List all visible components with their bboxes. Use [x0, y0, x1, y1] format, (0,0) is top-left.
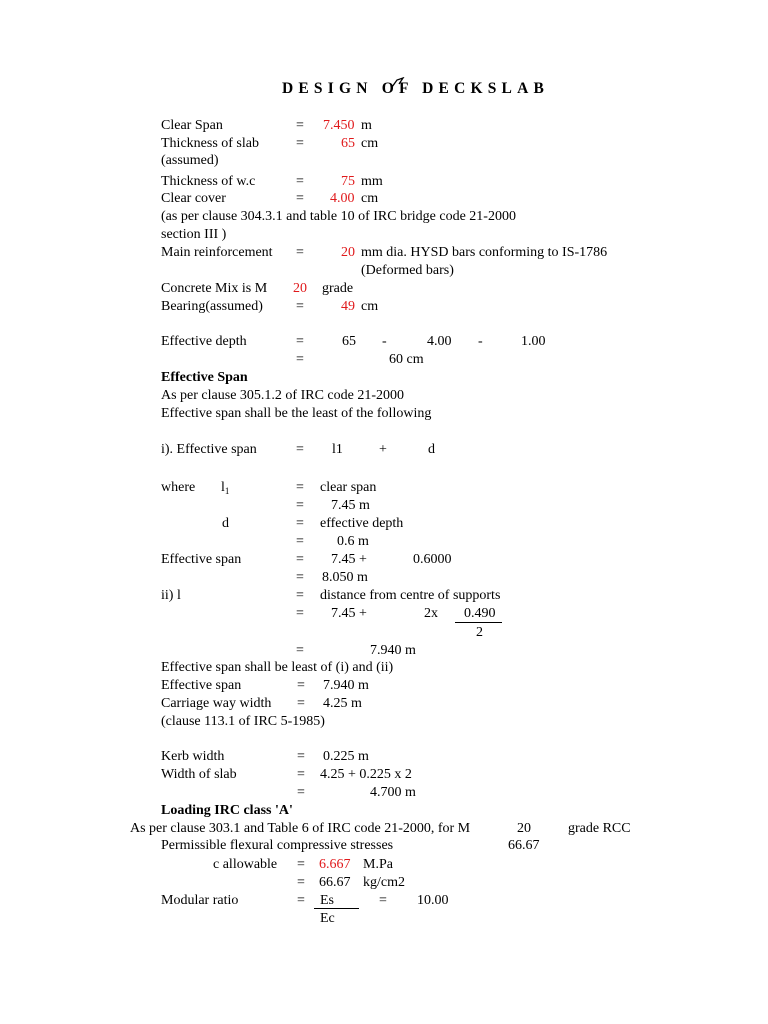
- slab-thickness-term: 65: [342, 334, 356, 349]
- modular-ratio-label: Modular ratio: [161, 893, 239, 908]
- thickness-slab-label: Thickness of slab: [161, 136, 259, 151]
- equals-sign: =: [296, 299, 304, 314]
- l1-term: l1: [332, 442, 343, 457]
- ec-denominator: Ec: [320, 911, 335, 926]
- equals-sign: =: [297, 696, 305, 711]
- bearing-value: 49: [341, 299, 355, 314]
- effective-span-heading: Effective Span: [161, 370, 248, 385]
- equals-sign: =: [297, 767, 305, 782]
- main-reinforcement-text: mm dia. HYSD bars conforming to IS-1786: [361, 245, 608, 260]
- effective-span-label: Effective span: [161, 552, 242, 567]
- equals-sign: =: [296, 480, 304, 495]
- clause-113-note: (clause 113.1 of IRC 5-1985): [161, 714, 325, 729]
- bar-term: 1.00: [521, 334, 546, 349]
- equals-sign: =: [296, 588, 304, 603]
- deformed-note: (Deformed bars): [361, 263, 454, 278]
- page-title: DESIGN OF DECKSLAB: [282, 80, 550, 97]
- ii-term-b: 2x: [424, 606, 438, 621]
- clear-cover-label: Clear cover: [161, 191, 226, 206]
- section-note: section III ): [161, 227, 227, 242]
- l1-symbol: $l_1$: [221, 480, 230, 496]
- fraction-line: [455, 622, 502, 623]
- equals-sign: =: [297, 857, 305, 872]
- ii-denominator: 2: [476, 625, 483, 640]
- equals-sign: =: [296, 245, 304, 260]
- grade-rcc-label: grade RCC: [568, 821, 631, 836]
- equals-sign: =: [296, 136, 304, 151]
- effective-span-final-label: Effective span: [161, 678, 242, 693]
- width-slab-expression: 4.25 + 0.225 x 2: [320, 767, 412, 782]
- unit: cm: [361, 299, 379, 314]
- unit: cm: [361, 191, 379, 206]
- clause-303-note: As per clause 303.1 and Table 6 of IRC code 21-2000, for M: [130, 821, 471, 836]
- least-following-note: Effective span shall be the least of the following: [161, 406, 432, 421]
- clause-305-note: As per clause 305.1.2 of IRC code 21-2000: [161, 388, 405, 403]
- d-symbol: d: [222, 516, 229, 531]
- distance-text: distance from centre of supports: [320, 588, 501, 603]
- unit: mm: [361, 174, 383, 189]
- equals-sign: =: [296, 442, 304, 457]
- permissible-stress-label: Permissible flexural compressive stresses: [161, 838, 394, 853]
- equals-sign: =: [296, 516, 304, 531]
- equals-sign: =: [296, 174, 304, 189]
- permissible-stress-value: 66.67: [508, 838, 540, 853]
- equals-sign: =: [296, 552, 304, 567]
- equals-sign: =: [296, 534, 304, 549]
- c-allowable-value: 6.667: [319, 857, 351, 872]
- thickness-slab-value: 65: [341, 136, 355, 151]
- minus-sign: -: [478, 334, 483, 349]
- equals-sign: =: [296, 191, 304, 206]
- plus-sign: +: [379, 442, 387, 457]
- least-i-ii-note: Effective span shall be least of (i) and (ii): [161, 660, 394, 675]
- es1-term-b: 0.6000: [413, 552, 452, 567]
- effective-depth-text: effective depth: [320, 516, 404, 531]
- equals-sign: =: [296, 118, 304, 133]
- effective-span-i-label: i). Effective span: [161, 442, 257, 457]
- width-slab-label: Width of slab: [161, 767, 237, 782]
- carriage-way-label: Carriage way width: [161, 696, 272, 711]
- ii-term-a: 7.45 +: [331, 606, 367, 621]
- effective-depth-result: 60 cm: [389, 352, 424, 367]
- es1-result: 8.050 m: [322, 570, 368, 585]
- es-numerator: Es: [320, 893, 334, 908]
- equals-sign: =: [296, 606, 304, 621]
- es1-term-a: 7.45 +: [331, 552, 367, 567]
- clear-span-value: 7.450: [323, 118, 355, 133]
- l1-value: 7.45 m: [331, 498, 370, 513]
- equals-sign: =: [379, 893, 387, 908]
- unit: cm: [361, 136, 379, 151]
- minus-sign: -: [382, 334, 387, 349]
- thickness-wc-label: Thickness of w.c: [161, 174, 256, 189]
- clear-cover-value: 4.00: [330, 191, 355, 206]
- ii-result: 7.940 m: [370, 643, 416, 658]
- kerb-width-value: 0.225 m: [323, 749, 369, 764]
- equals-sign: =: [296, 334, 304, 349]
- effective-span-final-value: 7.940 m: [323, 678, 369, 693]
- equals-sign: =: [297, 678, 305, 693]
- d-term: d: [428, 442, 435, 457]
- clear-span-text: clear span: [320, 480, 377, 495]
- cover-term: 4.00: [427, 334, 452, 349]
- thickness-wc-value: 75: [341, 174, 355, 189]
- loading-heading: Loading IRC class 'A': [161, 803, 293, 818]
- c-allowable-unit: M.Pa: [363, 857, 393, 872]
- clear-span-label: Clear Span: [161, 118, 223, 133]
- main-reinforcement-label: Main reinforcement: [161, 245, 273, 260]
- equals-sign: =: [297, 749, 305, 764]
- carriage-way-value: 4.25 m: [323, 696, 362, 711]
- equals-sign: =: [296, 570, 304, 585]
- clause-note: (as per clause 304.3.1 and table 10 of IRC bridge code 21-2000: [161, 209, 516, 224]
- equals-sign: =: [297, 785, 305, 800]
- equals-sign: =: [297, 875, 305, 890]
- kerb-width-label: Kerb width: [161, 749, 225, 764]
- c-allowable-label: c allowable: [213, 857, 278, 872]
- equals-sign: =: [296, 352, 304, 367]
- grade-label: grade: [322, 281, 354, 296]
- unit: m: [361, 118, 372, 133]
- bearing-label: Bearing(assumed): [161, 299, 263, 314]
- kg-unit: kg/cm2: [363, 875, 405, 890]
- m-grade-value: 20: [517, 821, 531, 836]
- concrete-mix-label: Concrete Mix is M: [161, 281, 268, 296]
- d-value: 0.6 m: [337, 534, 369, 549]
- width-slab-result: 4.700 m: [370, 785, 416, 800]
- equals-sign: =: [297, 893, 305, 908]
- modular-ratio-value: 10.00: [417, 893, 449, 908]
- ii-label: ii) l: [161, 588, 181, 603]
- pen-tick-icon: [391, 77, 405, 89]
- concrete-mix-value: 20: [293, 281, 307, 296]
- kg-value: 66.67: [319, 875, 351, 890]
- effective-depth-label: Effective depth: [161, 334, 247, 349]
- equals-sign: =: [296, 498, 304, 513]
- assumed-note: (assumed): [161, 153, 219, 168]
- ii-numerator: 0.490: [464, 606, 496, 621]
- fraction-line: [314, 908, 359, 909]
- where-label: where: [161, 480, 196, 495]
- equals-sign: =: [296, 643, 304, 658]
- main-reinforcement-value: 20: [341, 245, 355, 260]
